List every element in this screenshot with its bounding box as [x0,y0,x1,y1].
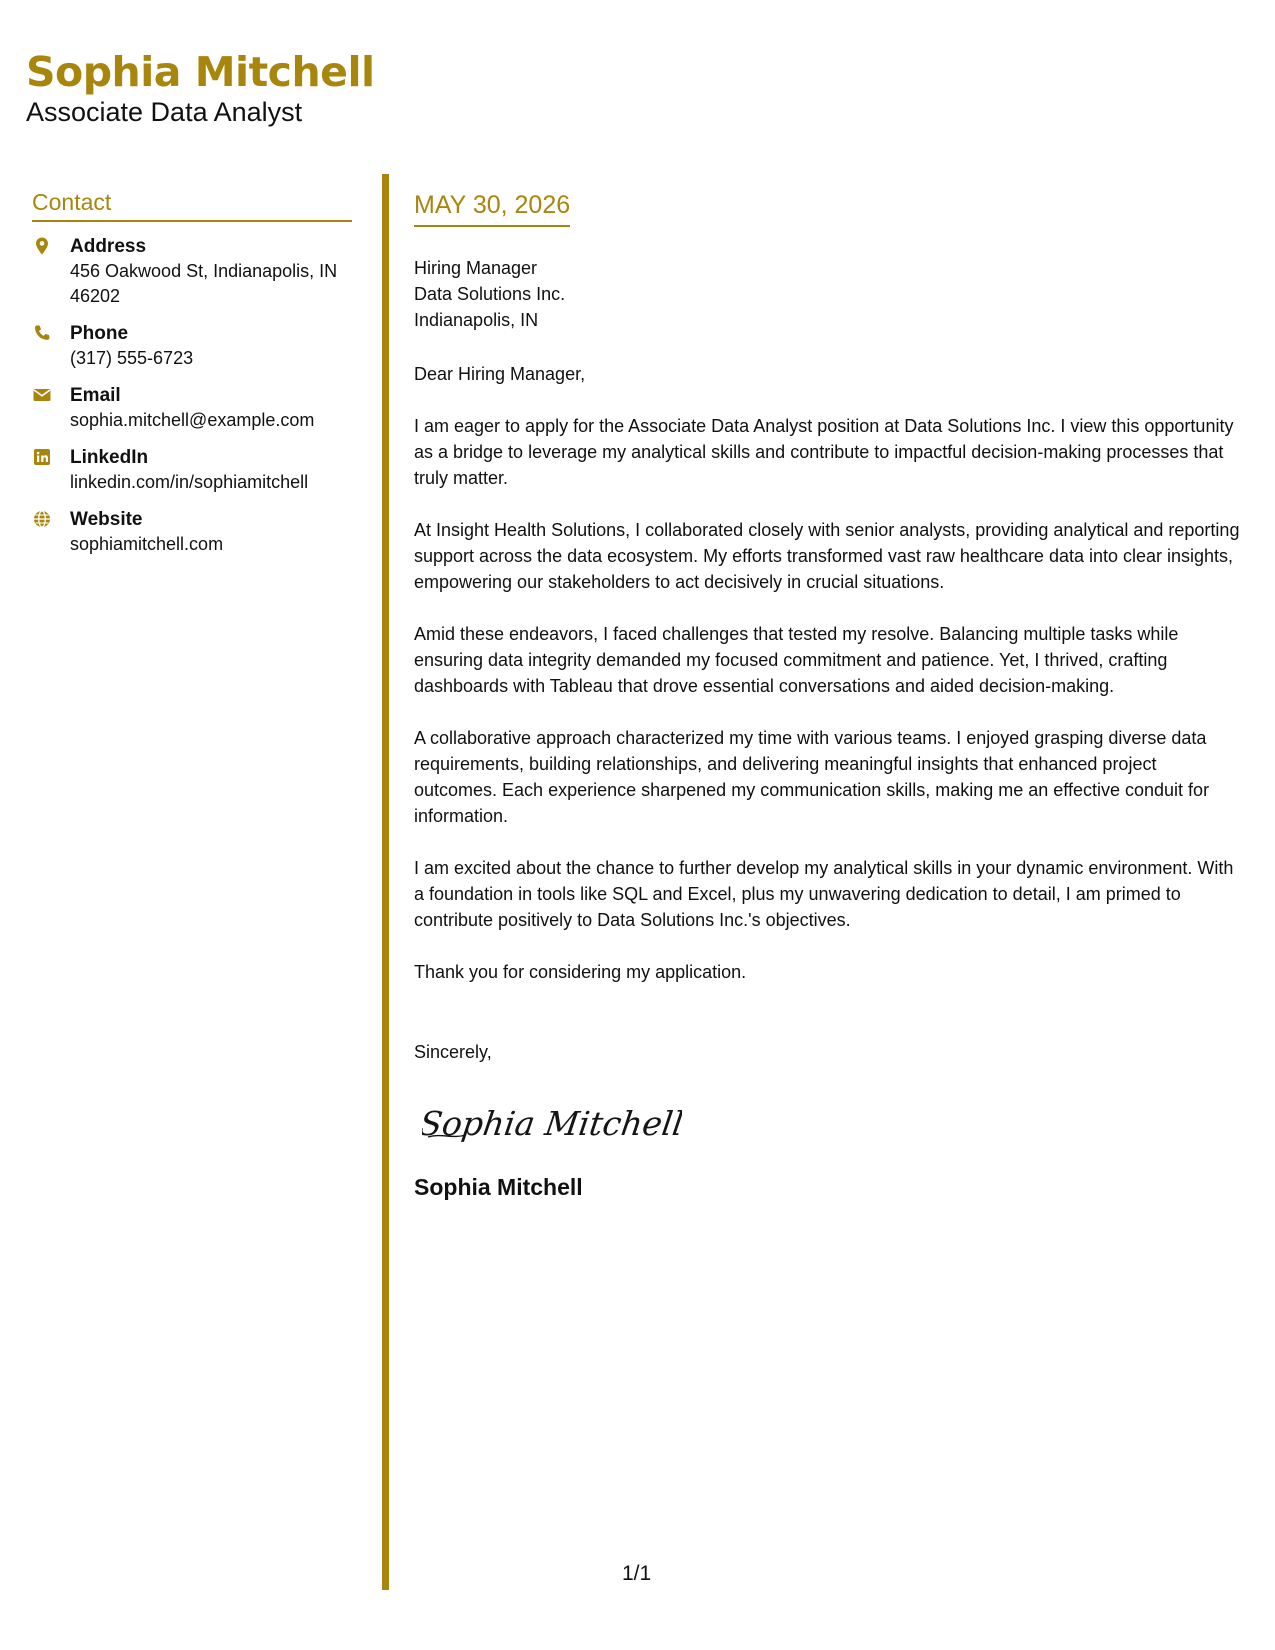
phone-icon [32,323,52,343]
contact-item-linkedin [32,445,352,495]
contact-heading: Contact [32,188,352,222]
signer-name: Sophia Mitchell [414,1174,583,1200]
recipient-block [414,255,1244,333]
contact-item-website [32,507,352,557]
envelope-icon [32,385,52,405]
body-paragraph: I am excited about the chance to further develop my analytical skills in your dynamic environment. With a foundation in tools like SQL and Excel, plus my unwavering dedication to detail, I am primed to contribute positively to Data Solutions Inc.'s objectives. [414,858,1234,930]
contact-sidebar [32,188,352,569]
salutation: Dear Hiring Manager, [414,364,586,384]
recipient-line: Indianapolis, IN [414,310,539,330]
contact-value: 456 Oakwood St, Indianapolis, IN 46202 [70,261,338,306]
map-pin-icon [32,236,52,256]
contact-label: Email [70,385,121,406]
contact-label: LinkedIn [70,447,149,468]
header [26,48,375,128]
signature-glyphs: Sophia Mitchell [422,1104,682,1143]
contact-value: sophiamitchell.com [70,534,224,554]
contact-label: Address [70,236,147,257]
contact-item-email [32,383,352,433]
contact-list [32,234,352,557]
handwritten-signature [422,1093,1244,1153]
body-paragraph: I am eager to apply for the Associate Data Analyst position at Data Solutions Inc. I view this opportunity as a bridge to leverage my analytical skills and contribute to impactful decision-making processes that truly matter. [414,416,1234,488]
contact-label: Website [70,509,143,530]
contact-label: Phone [70,323,129,344]
recipient-line: Data Solutions Inc. [414,284,566,304]
recipient-line: Hiring Manager [414,258,538,278]
closing: Sincerely, [414,1042,492,1062]
body-paragraph: A collaborative approach characterized my time with various teams. I enjoyed grasping diverse data requirements, building relationships, and delivering meaningful insights that enhanced project outcomes. Each experience sharpened my communication skills, making me an effective conduit for information. [414,728,1210,826]
letter-date: MAY 30, 2026 [414,190,570,227]
body-paragraph: Amid these endeavors, I faced challenges that tested my resolve. Balancing multiple tasks while ensuring data integrity demanded my focused commitment and patience. Yet, I thrived, crafting dashboards with Tableau that drove essential conversations and aided decision-making. [414,624,1179,696]
letter-body [414,190,1244,1201]
contact-value: sophia.mitchell@example.com [70,410,315,430]
contact-item-phone [32,321,352,371]
globe-icon [32,509,52,529]
body-paragraph: Thank you for considering my application. [414,962,747,982]
job-title: Associate Data Analyst [26,97,303,127]
contact-value: (317) 555-6723 [70,348,194,368]
contact-value: linkedin.com/in/sophiamitchell [70,472,309,492]
applicant-name: Sophia Mitchell [26,48,375,96]
linkedin-icon [32,447,52,467]
contact-item-address [32,234,352,309]
body-paragraph: At Insight Health Solutions, I collaborated closely with senior analysts, providing analytical and reporting support across the data ecosystem. My efforts transformed vast raw healthcare data into clear insights, empowering our stakeholders to act decisively in crucial situations. [414,520,1240,592]
vertical-divider [382,174,389,1590]
page-number: 1/1 [622,1562,652,1585]
